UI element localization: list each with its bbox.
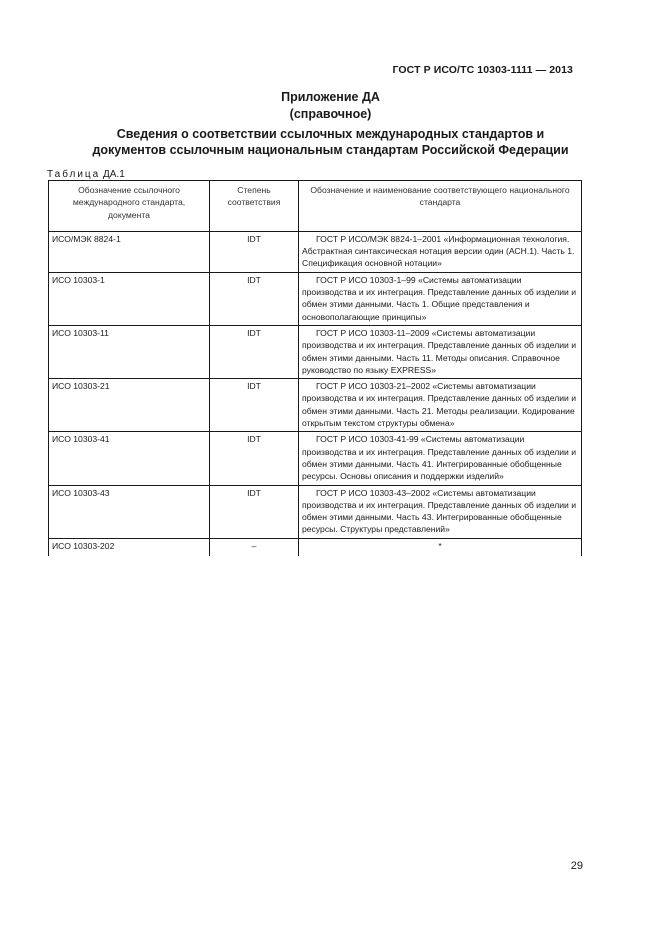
correspondence-table	[48, 180, 582, 556]
section-heading	[40, 126, 621, 158]
cell-international: ИСО 10303-43	[49, 485, 210, 538]
table-row	[49, 272, 582, 325]
table-row	[49, 538, 582, 556]
cell-national: ГОСТ Р ИСО/МЭК 8824-1–2001 «Информационная технология. Абстрактная синтаксическая нотация версии один (АСН.1). Часть 1. Спецификация основной нотации»	[299, 231, 582, 272]
column-header-national: Обозначение и наименование соответствующего национального стандарта	[299, 181, 582, 232]
cell-degree: IDT	[210, 272, 299, 325]
cell-national: ГОСТ Р ИСО 10303-43–2002 «Системы автоматизации производства и их интеграция. Представление данных об изделии и обмен этими данными. Часть 43. Интегрированные обобщенные ресурсы. Структуры представлений»	[299, 485, 582, 538]
column-header-international: Обозначение ссылочного международного стандарта, документа	[49, 181, 210, 232]
table-row	[49, 379, 582, 432]
section-heading-line-1: Сведения о соответствии ссылочных международных стандартов и	[116, 127, 545, 141]
table-caption-word: Таблица	[47, 169, 101, 180]
page-number: 29	[570, 860, 583, 872]
table-row	[49, 325, 582, 378]
section-heading-line-2: документов ссылочным национальным стандартам Российской Федерации	[92, 143, 569, 157]
cell-international: ИСО/МЭК 8824-1	[49, 231, 210, 272]
cell-national: *	[299, 538, 582, 556]
cell-degree: IDT	[210, 485, 299, 538]
cell-international: ИСО 10303-202	[49, 538, 210, 556]
cell-degree: IDT	[210, 231, 299, 272]
document-code: ГОСТ Р ИСО/ТС 10303-1111 — 2013	[392, 64, 573, 76]
table-header-row	[49, 181, 582, 232]
cell-international: ИСО 10303-1	[49, 272, 210, 325]
cell-degree: IDT	[210, 432, 299, 485]
cell-national: ГОСТ Р ИСО 10303-1–99 «Системы автоматизации производства и их интеграция. Представление данных об изделии и обмен этими данными. Часть 1. Общие представления и основополагающие принципы»	[299, 272, 582, 325]
appendix-subtitle: (справочное)	[289, 107, 372, 121]
cell-international: ИСО 10303-21	[49, 379, 210, 432]
cell-national: ГОСТ Р ИСО 10303-21–2002 «Системы автоматизации производства и их интеграция. Представление данных об изделии и обмен этими данными. Часть 21. Методы реализации. Кодирование открытым текстом структуры обмена»	[299, 379, 582, 432]
column-header-degree: Степень соответствия	[210, 181, 299, 232]
cell-international: ИСО 10303-11	[49, 325, 210, 378]
table-row	[49, 231, 582, 272]
table-row	[49, 485, 582, 538]
cell-degree: IDT	[210, 325, 299, 378]
table-row	[49, 432, 582, 485]
cell-national: ГОСТ Р ИСО 10303-11–2009 «Системы автоматизации производства и их интеграция. Представление данных об изделии и обмен этими данными. Часть 11. Методы описания. Справочное руководство по языку EXPRESS»	[299, 325, 582, 378]
table-caption	[47, 169, 125, 180]
table-caption-id: ДА.1	[103, 169, 125, 180]
cell-degree: IDT	[210, 379, 299, 432]
appendix-title: Приложение ДА	[281, 90, 380, 104]
cell-degree: –	[210, 538, 299, 556]
appendix-heading	[0, 89, 661, 123]
cell-national: ГОСТ Р ИСО 10303-41-99 «Системы автоматизации производства и их интеграция. Представление данных об изделии и обмен этими данными. Часть 41. Интегрированные обобщенные ресурсы. Основы описания и поддержки изделий»	[299, 432, 582, 485]
cell-international: ИСО 10303-41	[49, 432, 210, 485]
